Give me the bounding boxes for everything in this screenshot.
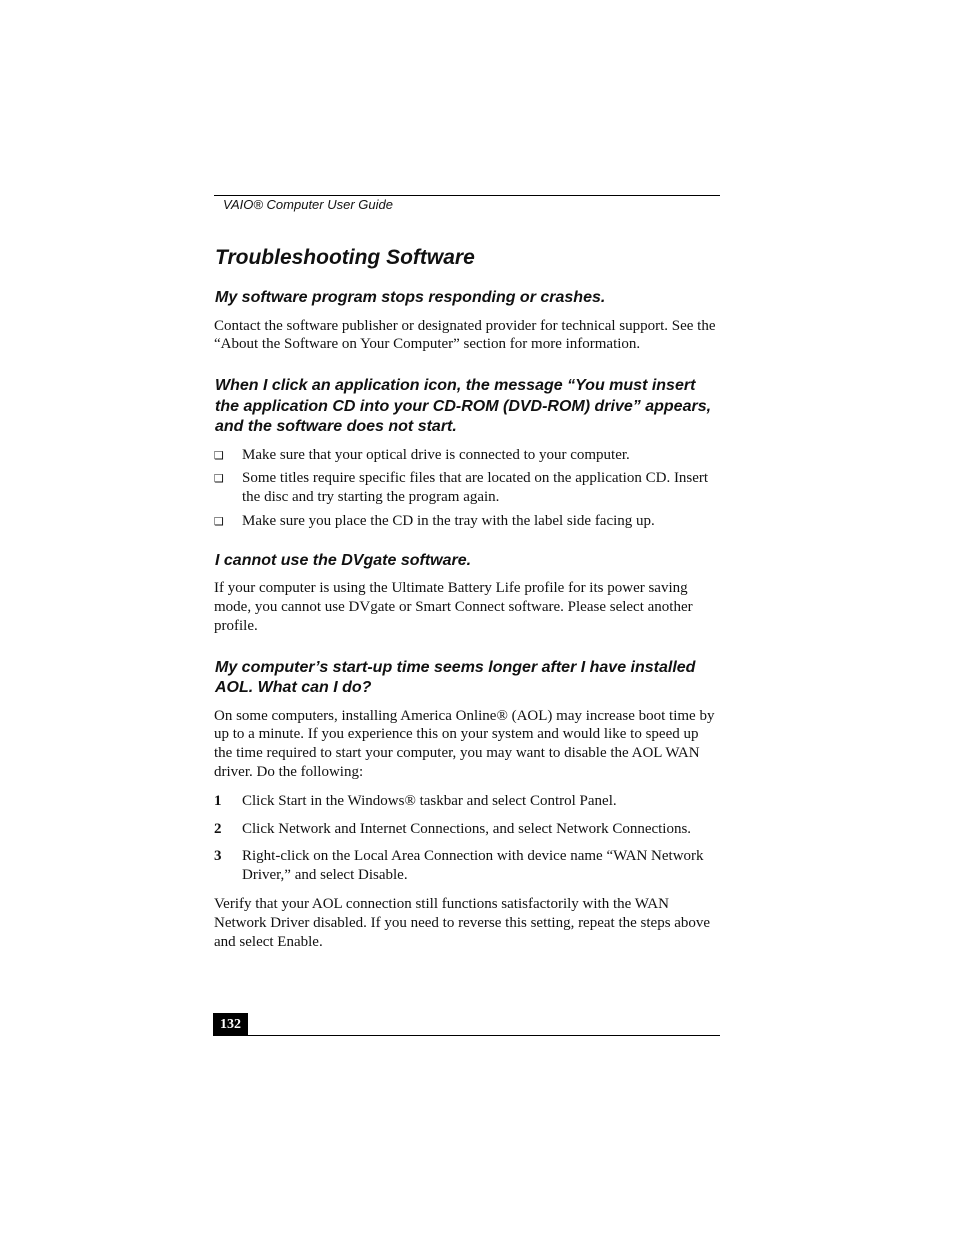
list-item-text: Make sure that your optical drive is connected to your computer. — [242, 446, 630, 463]
list-item — [214, 446, 720, 465]
section-paragraph-dvgate: If your computer is using the Ultimate Battery Life profile for its power saving mode, you cannot use DVgate or Smart Connect software. Please select another profile. — [214, 580, 693, 634]
list-item-text: Make sure you place the CD in the tray with the label side facing up. — [242, 512, 655, 529]
step-number: 1 — [214, 792, 222, 809]
step-text: Click Network and Internet Connections, and select Network Connections. — [242, 820, 692, 837]
page-title: Troubleshooting Software — [215, 246, 475, 269]
step-number: 2 — [214, 820, 222, 837]
section-heading-insert-cd: When I click an application icon, the message “You must insert the application CD into your CD-ROM (DVD-ROM) drive” appears, and the software does not start. — [215, 377, 712, 436]
step-text: Right-click on the Local Area Connection with device name “WAN Network Driver,” and select Disable. — [242, 848, 704, 884]
bullet-list — [214, 446, 720, 531]
step-item — [214, 820, 720, 839]
page-number: 132 — [213, 1013, 248, 1036]
section-heading-aol: My computer’s start-up time seems longer after I have installed AOL. What can I do? — [215, 658, 696, 697]
section-paragraph-crashes: Contact the software publisher or designated provider for technical support. See the “About the Software on Your Computer” section for more information. — [214, 317, 716, 353]
numbered-steps — [214, 792, 720, 885]
footer-rule — [214, 1035, 720, 1036]
page-content — [214, 245, 720, 973]
section-heading-dvgate: I cannot use the DVgate software. — [215, 551, 472, 569]
section-heading-crashes: My software program stops responding or crashes. — [215, 289, 606, 306]
section-closing-aol: Verify that your AOL connection still functions satisfactorily with the WAN Network Driver disabled. If you need to reverse this setting, repeat the steps above and select Enable. — [214, 896, 711, 950]
header-rule — [214, 195, 720, 196]
list-item-text: Some titles require specific files that are located on the application CD. Insert the disc and try starting the program again. — [242, 470, 709, 506]
step-number: 3 — [214, 848, 222, 865]
list-item — [214, 469, 720, 507]
step-text: Click Start in the Windows® taskbar and select Control Panel. — [242, 792, 617, 809]
step-item — [214, 792, 720, 811]
section-paragraph-aol: On some computers, installing America Online® (AOL) may increase boot time by up to a minute. If you experience this on your system and would like to speed up the time required to start your computer, you may want to disable the AOL WAN driver. Do the following: — [214, 707, 715, 781]
document-page — [214, 0, 720, 1235]
step-item — [214, 847, 720, 885]
list-item — [214, 512, 720, 531]
running-header: VAIO® Computer User Guide — [223, 197, 393, 212]
checkbox-bullet-icon: ❑ — [214, 472, 224, 486]
checkbox-bullet-icon: ❑ — [214, 514, 224, 528]
checkbox-bullet-icon: ❑ — [214, 448, 224, 462]
